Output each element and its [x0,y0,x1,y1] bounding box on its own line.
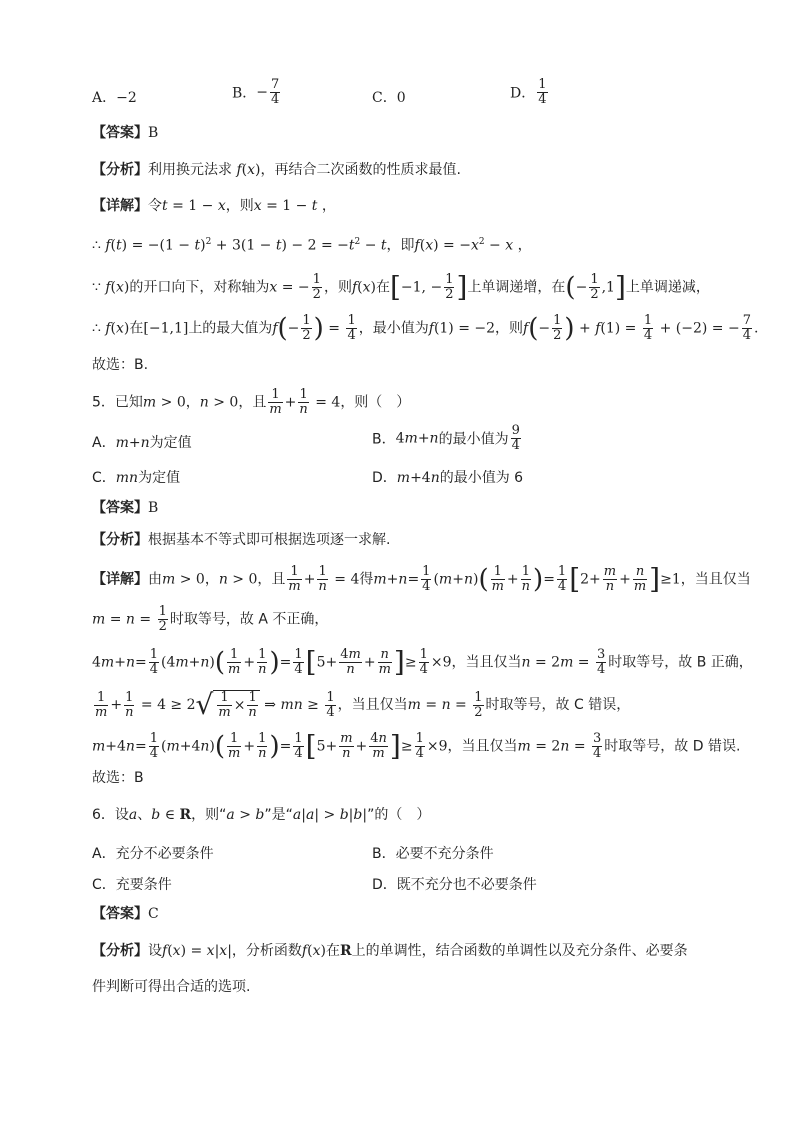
q5-answer: 【答案】B [92,500,159,516]
q5-choose: 故选：B [92,770,144,786]
q5-detail-2: m = n = $\frac{1}{2}$ 时取等号，故 A 不正确， [92,604,329,634]
q4-analysis: 【分析】利用换元法求 f(x)，再结合二次函数的性质求最值. [92,162,461,178]
q4-detail-2: ∴ $f(t) = -(1 - t)^2 + 3(1 - t) - 2 = -t^2 - t$，即$f(x) = -x^2 - x$ ， [92,237,532,254]
q5-option-c: C．mn为定值 [92,470,181,486]
q5-stem: 5．已知m > 0，n > 0，且 $\frac{1}{m}$ + $\frac{1}{n}$ = 4，则（ ） [92,387,411,417]
q4-choose: 故选：B. [92,357,149,373]
q4-answer: 【答案】B [92,125,159,141]
q6-option-d: D．既不充分也不必要条件 [372,877,537,893]
q6-analysis-1: 【分析】设f(x) = x|x|，分析函数f(x)在R上的单调性，结合函数的单调性以及充分条件、必要条 [92,943,688,959]
q6-analysis-2: 件判断可得出合适的选项. [92,979,251,995]
q6-option-c: C．充要条件 [92,877,172,893]
q4-option-b: B．− $\frac{7}{4}$ [232,77,280,107]
q4-option-c: C．0 [372,90,406,106]
q6-option-b: B．必要不充分条件 [372,846,494,862]
q5-detail-5: m+4n= $\frac{1}{4}$ (m+4n)( $\frac{1}{m}$ + $\frac{1}{n}$ )= $\frac{1}{4}$ [5+ $\frac{m}{n}$ + $\frac{4n}{m}$ ]≥ $\frac{1}{4}$ ×9，当且仅当m = 2n = $\frac{3}{4}$ 时取等号，故 D 错误. [92,729,741,763]
q5-option-b: B．4m+n的最小值为 $\frac{9}{4}$ [372,423,520,453]
q5-option-a: A．m+n为定值 [92,435,192,451]
q5-analysis: 【分析】根据基本不等式即可根据选项逐一求解. [92,532,391,548]
q4-detail-1: 【详解】令t = 1 − x，则x = 1 − t ， [92,198,336,214]
q4-detail-4: ∴ f(x)在[−1,1]上的最大值为f(− $\frac{1}{2}$ ) = $\frac{1}{4}$ ，最小值为f(1) = −2，则f(− $\frac{1}{2}$ ) + f(1) = $\frac{1}{4}$ + (−2) = − $\frac{7}{4}$ . [92,313,759,344]
q5-detail-3: 4m+n= $\frac{1}{4}$ (4m+n)( $\frac{1}{m}$ + $\frac{1}{n}$ )= $\frac{1}{4}$ [5+ $\frac{4m}{n}$ + $\frac{n}{m}$ ]≥ $\frac{1}{4}$ ×9，当且仅当n = 2m = $\frac{3}{4}$ 时取等号，故 B 正确， [92,645,753,679]
q6-option-a: A．充分不必要条件 [92,846,214,862]
q6-stem: 6．设a、b ∈ R，则“a > b”是“a|a| > b|b|”的（ ） [92,807,431,823]
q6-answer: 【答案】C [92,906,159,922]
q4-option-a: A．−2 [92,90,137,106]
q5-detail-1: 【详解】由m > 0，n > 0，且 $\frac{1}{m}$ + $\frac{1}{n}$ = 4得m+n= $\frac{1}{4}$ (m+n)( $\frac{1}{m}$ + $\frac{1}{n}$ )= $\frac{1}{4}$ [2+ $\frac{m}{n}$ + $\frac{n}{m}$ ]≥1，当且仅当 [92,562,751,596]
q5-detail-4: $\frac{1}{m}$ + $\frac{1}{n}$ = 4 ≥ 2√ $\frac{1}{m}$ × $\frac{1}{n}$ ⇒ mn ≥ $\frac{1}{4}$ ，当且仅当m = n = $\frac{1}{2}$ 时取等号，故 C 错误， [95,688,631,721]
q5-option-d: D．m+4n的最小值为 6 [372,470,524,486]
q4-option-d: D． $\frac{1}{4}$ [510,77,547,107]
q4-detail-3: ∵ f(x)的开口向下，对称轴为x = − $\frac{1}{2}$ ，则f(x)在[−1, − $\frac{1}{2}$ ]上单调递增，在(− $\frac{1}{2}$ ,1]上单调递减， [92,270,710,304]
